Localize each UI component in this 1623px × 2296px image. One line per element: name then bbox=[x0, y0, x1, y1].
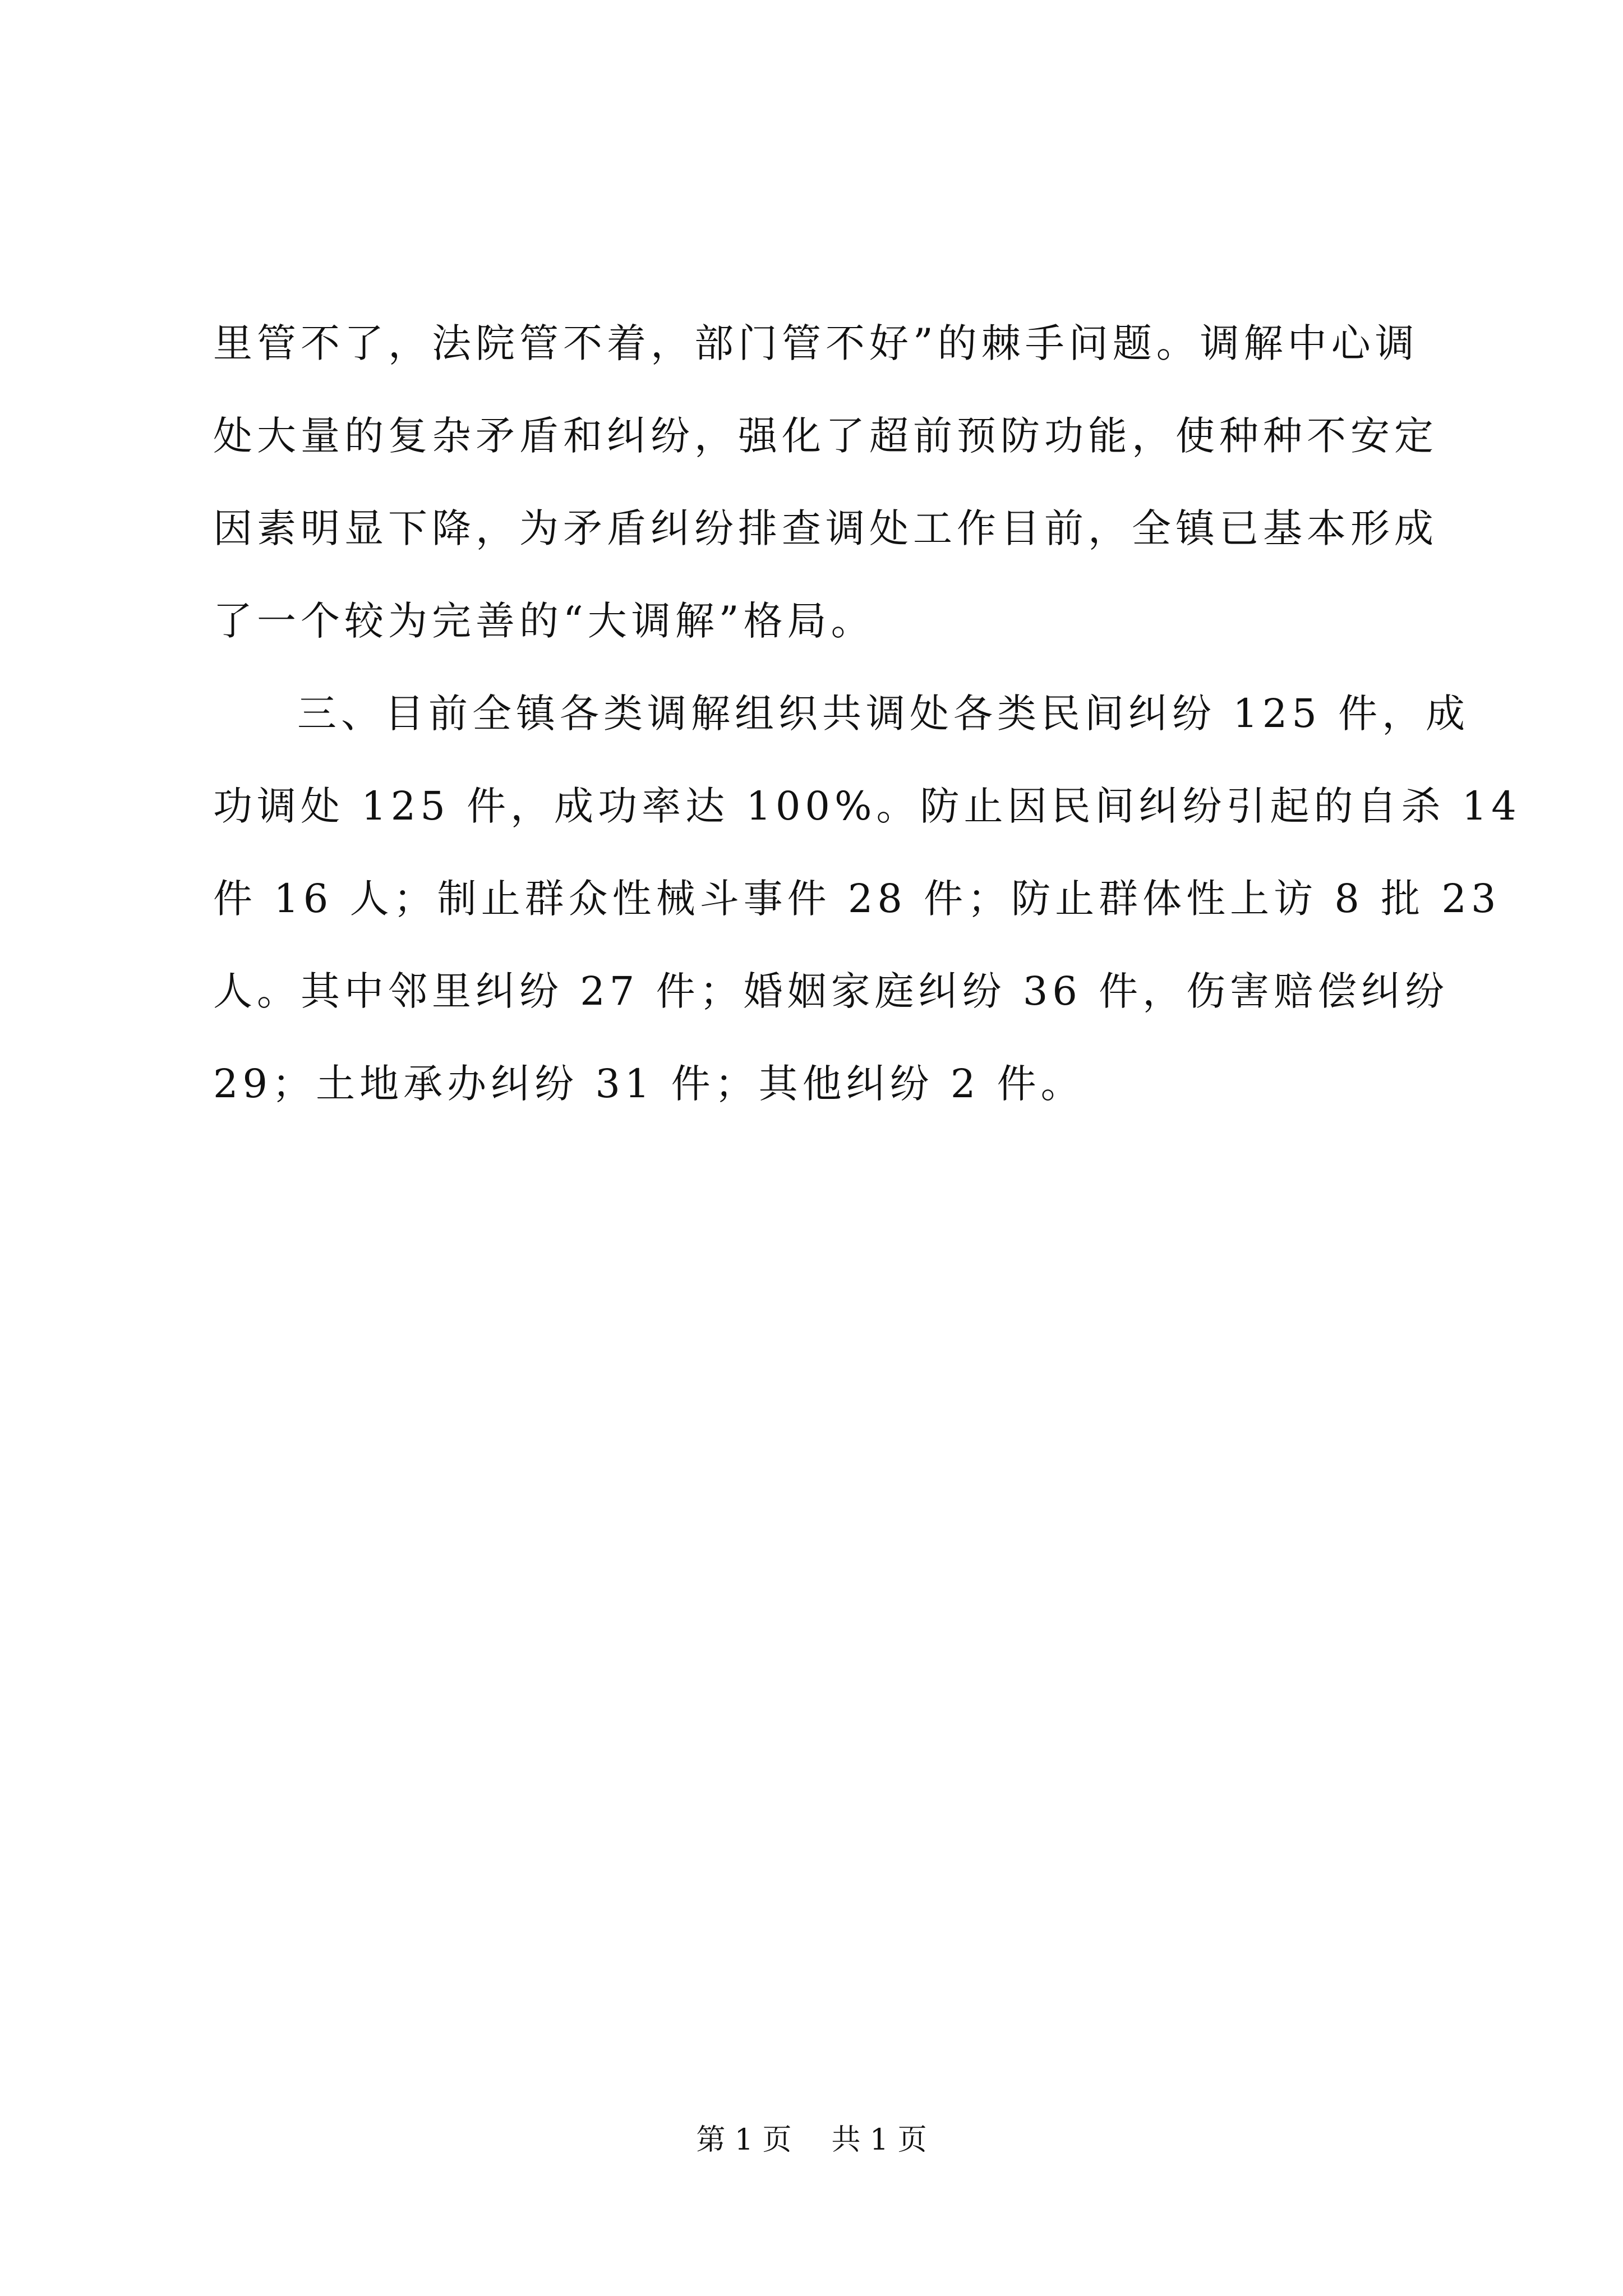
paragraph-continued bbox=[213, 297, 1438, 668]
paragraph-line: 29；土地承办纠纷 31 件；其他纠纷 2 件。 bbox=[213, 1061, 1085, 1107]
page-total: 共 1 页 bbox=[831, 2123, 927, 2157]
page-number: 第 1 页 bbox=[696, 2123, 792, 2157]
page-footer bbox=[0, 2120, 1623, 2160]
document-body bbox=[213, 297, 1521, 1130]
paragraph-line: 人。其中邻里纠纷 27 件；婚姻家庭纠纷 36 件，伤害赔偿纠纷 bbox=[213, 968, 1449, 1014]
paragraph-line: 里管不了，法院管不着，部门管不好”的棘手问题。调解中心调 bbox=[213, 320, 1419, 366]
paragraph-line: 件 16 人；制止群众性械斗事件 28 件；防止群体性上访 8 批 23 bbox=[213, 876, 1501, 922]
paragraph-line: 三、目前全镇各类调解组织共调处各类民间纠纷 125 件，成 bbox=[297, 691, 1470, 737]
paragraph-statistics bbox=[213, 668, 1521, 1130]
paragraph-line: 处大量的复杂矛盾和纠纷，强化了超前预防功能，使种种不安定 bbox=[213, 413, 1438, 459]
paragraph-line: 功调处 125 件，成功率达 100%。防止因民间纠纷引起的自杀 14 bbox=[213, 783, 1521, 829]
paragraph-line: 了一个较为完善的“大调解”格局。 bbox=[213, 598, 875, 644]
paragraph-line: 因素明显下降，为矛盾纠纷排查调处工作目前，全镇已基本形成 bbox=[213, 505, 1438, 551]
